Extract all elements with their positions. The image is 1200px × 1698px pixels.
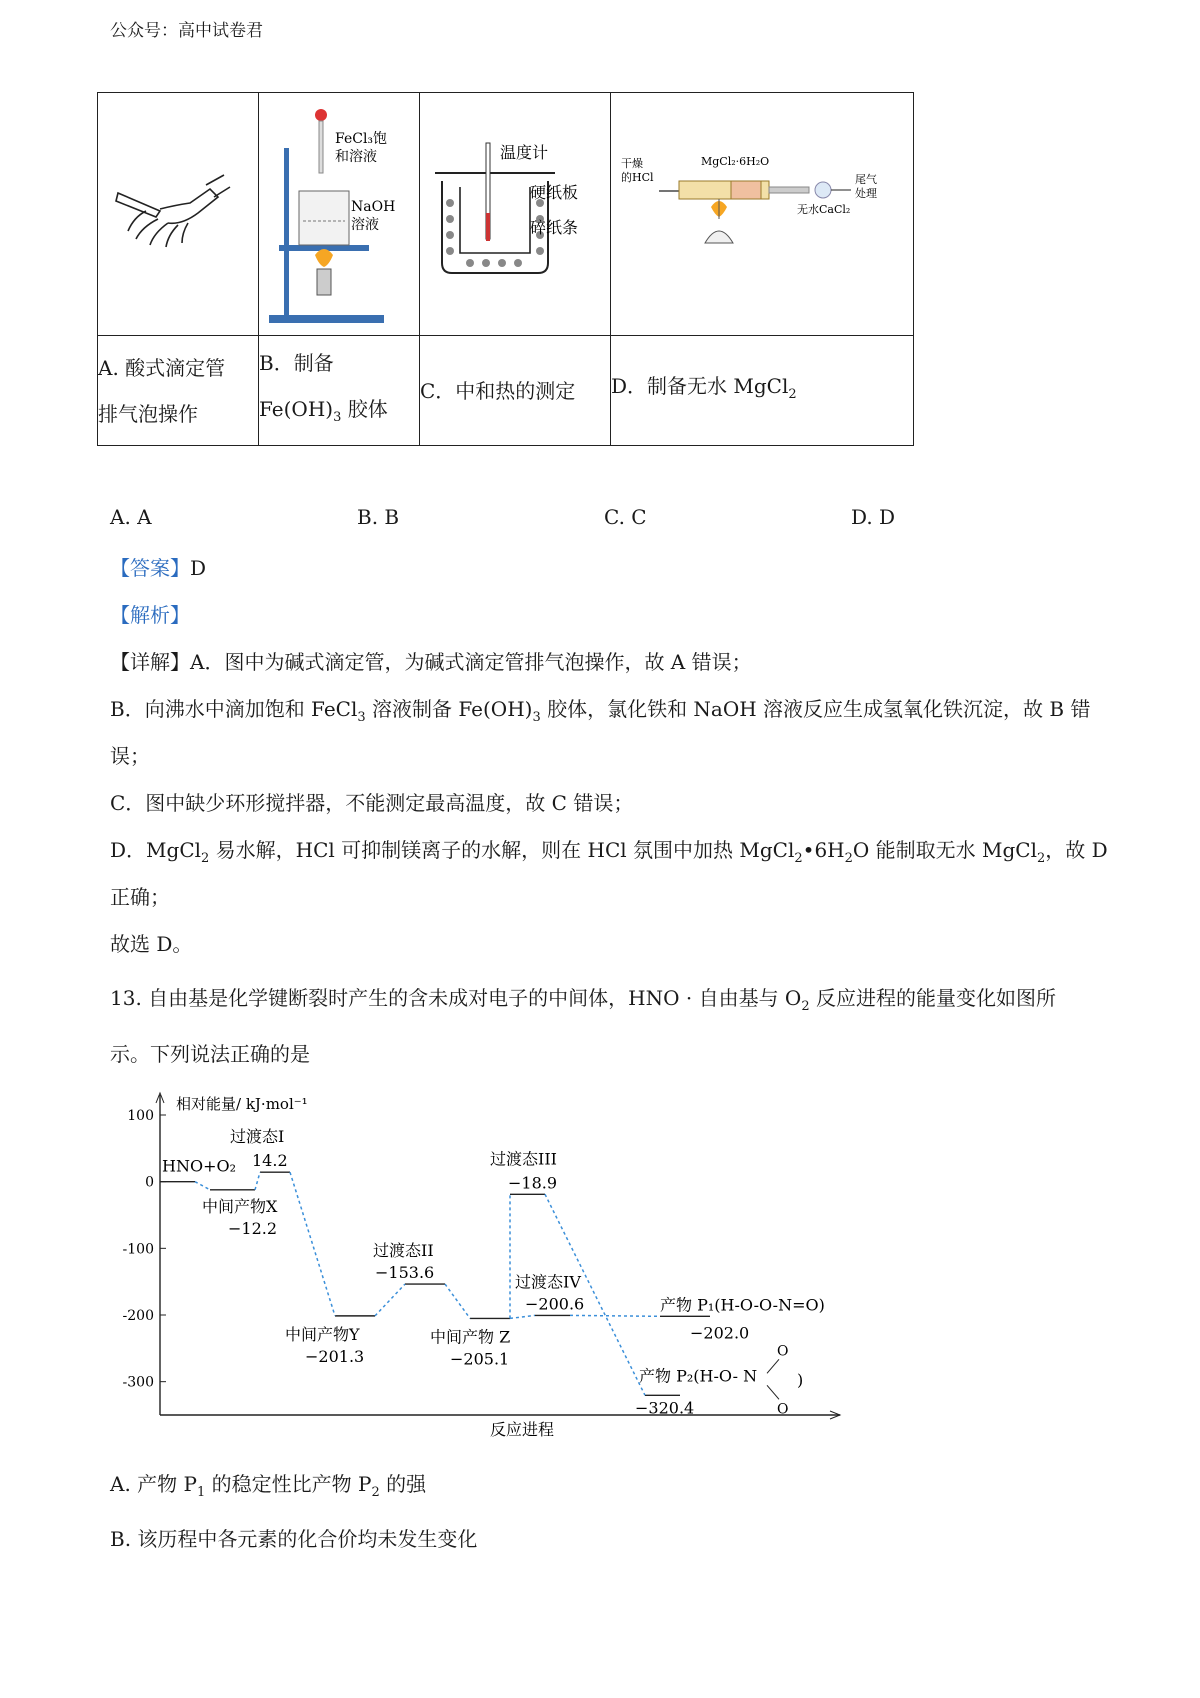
mgcl2-apparatus-figure xyxy=(611,93,913,331)
energy-profile-chart xyxy=(122,1085,860,1445)
analysis-tag: 【解析】 xyxy=(110,603,190,627)
option-12-b: B. B xyxy=(357,505,400,529)
p2-bond-up xyxy=(767,1359,779,1373)
state-value-8: −202.0 xyxy=(690,1323,750,1343)
state-name-8: 产物 P₁(H-O-O-N=O) xyxy=(660,1295,825,1315)
state-value-7: −200.6 xyxy=(525,1294,585,1314)
fig-c-label1: 温度计 xyxy=(500,143,549,162)
q13-line1: 13. 自由基是化学键断裂时产生的含未成对电子的中间体，HNO · 自由基与 $O_2$ 反应进程的能量变化如图所 xyxy=(110,986,1056,1014)
state-value-2: 14.2 xyxy=(252,1151,288,1171)
p2-paren: ) xyxy=(797,1370,804,1390)
colloid-apparatus-figure xyxy=(259,93,419,331)
y-tick-label: 0 xyxy=(145,1174,154,1191)
fig-b-label1: FeCl₃饱 xyxy=(335,131,388,147)
fig-d-cell xyxy=(611,93,914,336)
fig-d-label1: 干燥 xyxy=(621,157,643,170)
state-value-3: −201.3 xyxy=(305,1346,365,1366)
fig-d-label4: 无水CaCl₂ xyxy=(797,203,851,216)
p2-o-bottom: O xyxy=(777,1401,789,1418)
state-name-7: 过渡态IV xyxy=(515,1272,581,1292)
fig-c-cell xyxy=(420,93,611,336)
p2-bond-down xyxy=(767,1385,779,1399)
x-axis-label: 反应进程 xyxy=(490,1420,555,1439)
connector xyxy=(510,1315,535,1318)
state-name-1: 中间产物X xyxy=(202,1196,278,1216)
fig-b-label2: 和溶液 xyxy=(335,149,377,165)
detail-d-cont: 正确； xyxy=(110,885,170,909)
y-tick-label: 100 xyxy=(127,1108,154,1124)
y-axis-label: 相对能量/ kJ·mol⁻¹ xyxy=(176,1095,308,1113)
y-tick-label: -300 xyxy=(122,1374,154,1391)
caption-a: A. 酸式滴定管 排气泡操作 xyxy=(98,336,259,446)
state-value-5: −205.1 xyxy=(450,1349,510,1369)
state-value-9: −320.4 xyxy=(635,1398,695,1418)
caption-c: C．中和热的测定 xyxy=(420,336,611,446)
fig-d-label2: 的HCl xyxy=(621,171,654,184)
detail-end: 故选 D。 xyxy=(110,932,193,956)
detail-b: B．向沸水中滴加饱和 FeCl$_3$ 溶液制备 $Fe(OH)_3$ 胶体，氯化铁和 NaOH 溶液反应生成氢氧化铁沉淀，故 B 错 xyxy=(110,697,1091,725)
state-value-4: −153.6 xyxy=(375,1263,435,1283)
connector xyxy=(290,1172,335,1316)
fig-d-label6: 处理 xyxy=(855,187,877,200)
state-value-6: −18.9 xyxy=(508,1173,558,1193)
q13-option-b: B. 该历程中各元素的化合价均未发生变化 xyxy=(110,1527,478,1551)
fig-c-label3: 碎纸条 xyxy=(530,218,579,237)
y-tick-label: -200 xyxy=(122,1308,154,1324)
option-12-d: D. D xyxy=(851,505,896,529)
fig-d-label3: MgCl₂·6H₂O xyxy=(701,155,770,168)
state-name-9: 产物 P₂(H-O- N xyxy=(639,1366,758,1386)
detail-a: 【详解】A．图中为碱式滴定管，为碱式滴定管排气泡操作，故 A 错误； xyxy=(110,650,752,674)
q13-option-a: A. 产物 $P_1$ 的稳定性比产物 $P_2$ 的强 xyxy=(110,1472,427,1500)
state-name-3: 中间产物Y xyxy=(285,1324,360,1344)
fig-b-cell xyxy=(259,93,420,336)
connector xyxy=(195,1182,210,1190)
connector xyxy=(570,1315,660,1316)
state-name-4: 过渡态II xyxy=(373,1241,434,1261)
burette-hand-figure xyxy=(98,93,258,331)
fig-b-label4: 溶液 xyxy=(351,217,379,233)
caption-d: D．制备无水 MgCl$_2$ xyxy=(611,336,914,446)
detail-b-cont: 误； xyxy=(110,744,150,768)
page-header: 公众号：高中试卷君 xyxy=(110,21,263,41)
calorimeter-figure xyxy=(420,93,610,331)
y-tick-label: -100 xyxy=(122,1241,154,1258)
connector xyxy=(445,1284,470,1318)
option-12-c: C. C xyxy=(604,505,647,529)
p2-o-top: O xyxy=(777,1343,789,1360)
caption-b: B．制备 $Fe(OH)_3$ 胶体 xyxy=(259,336,420,446)
answer-line: 【答案】D xyxy=(110,556,207,580)
experiment-table xyxy=(97,92,914,446)
state-name-2: 过渡态I xyxy=(230,1127,285,1147)
state-name-0: HNO+O₂ xyxy=(162,1156,237,1176)
state-name-5: 中间产物 Z xyxy=(430,1327,511,1347)
connector xyxy=(255,1172,260,1190)
state-value-1: −12.2 xyxy=(228,1218,278,1238)
q13-line2: 示。下列说法正确的是 xyxy=(110,1042,310,1066)
connector xyxy=(375,1284,405,1316)
fig-b-label3: NaOH xyxy=(351,199,396,215)
state-name-6: 过渡态III xyxy=(490,1149,557,1169)
fig-d-label5: 尾气 xyxy=(855,173,877,186)
fig-c-label2: 硬纸板 xyxy=(530,183,579,202)
detail-d: D．MgCl$_2$ 易水解，HCl 可抑制镁离子的水解，则在 HCl 氛围中加热 $MgCl_2•6H_2O$ 能制取无水 MgCl$_2$，故 D xyxy=(110,838,1108,866)
fig-a-cell xyxy=(98,93,259,336)
option-12-a: A. A xyxy=(110,505,152,529)
detail-c: C．图中缺少环形搅拌器，不能测定最高温度，故 C 错误； xyxy=(110,791,634,815)
